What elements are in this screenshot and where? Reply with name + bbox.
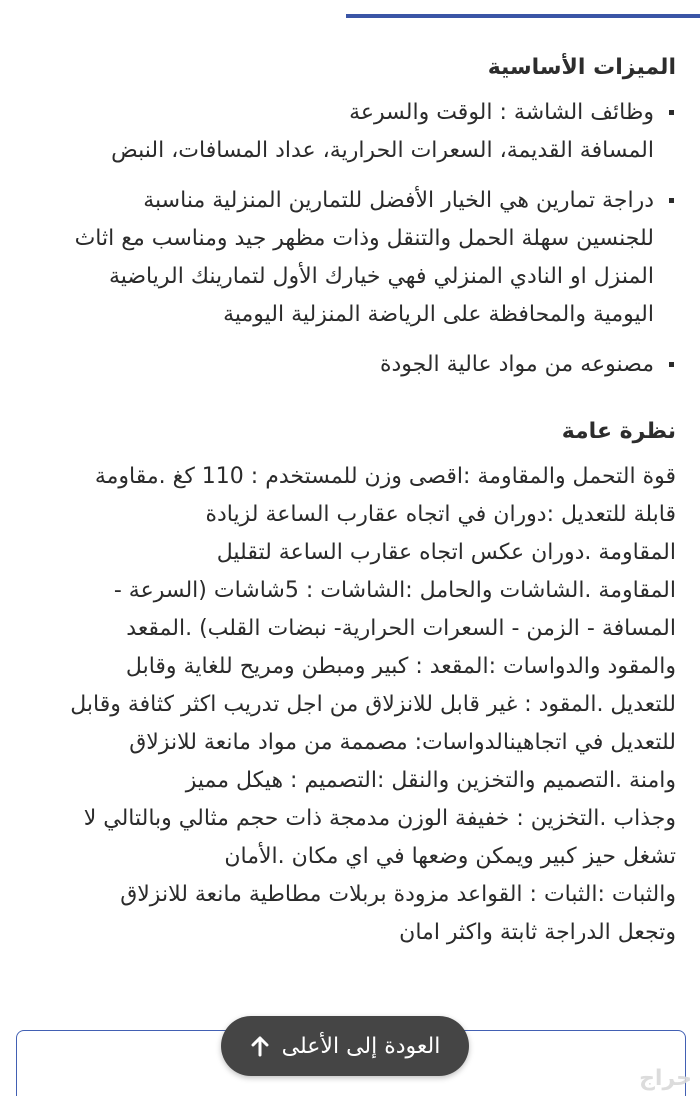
overview-line: المقاومة .دوران عكس اتجاه عقارب الساعة لتقليل (216, 540, 676, 565)
feature-item (16, 94, 676, 170)
feature-line: دراجة تمارين هي الخيار الأفضل للتمارين المنزلية مناسبة (143, 188, 654, 213)
product-description (16, 48, 676, 952)
feature-line: المسافة القديمة، السعرات الحرارية، عداد المسافات، النبض (111, 138, 654, 163)
overview-line: للتعديل .المقود : غير قابل للانزلاق من اجل تدريب اكثر كثافة وقابل (70, 692, 676, 717)
back-to-top-button[interactable] (221, 1016, 469, 1076)
overview-line: قابلة للتعديل :دوران في اتجاه عقارب الساعة لزيادة (205, 502, 676, 527)
overview-line: وامنة .التصميم والتخزين والنقل :التصميم : هيكل مميز (185, 768, 676, 793)
feature-line: وظائف الشاشة : الوقت والسرعة (349, 100, 654, 125)
overview-line: والثبات :الثبات : القواعد مزودة بربلات مطاطية مانعة للانزلاق (120, 882, 676, 907)
overview-line: المقاومة .الشاشات والحامل :الشاشات : 5شاشات (السرعة - (113, 578, 676, 603)
overview-line: تشغل حيز كبير ويمكن وضعها في اي مكان .الأمان (224, 844, 676, 869)
overview-line: قوة التحمل والمقاومة :اقصى وزن للمستخدم : 110 كغ .مقاومة (94, 464, 676, 489)
feature-line: اليومية والمحافظة على الرياضة المنزلية اليومية (223, 302, 654, 327)
arrow-up-icon (250, 1035, 270, 1057)
overview-line: للتعديل في اتجاهينالدواسات: مصممة من مواد مانعة للانزلاق (129, 730, 676, 755)
overview-line: المسافة - الزمن - السعرات الحرارية- نبضات القلب) .المقعد (126, 616, 676, 641)
overview-line: وجذاب .التخزين : خفيفة الوزن مدمجة ذات حجم مثالي وبالتالي لا (83, 806, 676, 831)
overview-line: وتجعل الدراجة ثابتة واكثر امان (399, 920, 676, 945)
feature-line: للجنسين سهلة الحمل والتنقل وذات مظهر جيد ومناسب مع اثاث (74, 226, 654, 251)
overview-line: والمقود والدواسات :المقعد : كبير ومبطن ومريح للغاية وقابل (125, 654, 676, 679)
haraj-watermark: حراج (639, 1066, 692, 1091)
feature-item (16, 346, 676, 384)
features-title: الميزات الأساسية (487, 55, 676, 80)
back-to-top-label: العودة إلى الأعلى (281, 1033, 441, 1059)
features-list (16, 94, 676, 384)
feature-line: مصنوعه من مواد عالية الجودة (379, 352, 654, 377)
overview-title: نظرة عامة (561, 419, 676, 444)
top-accent-bar (346, 14, 700, 18)
feature-line: المنزل او النادي المنزلي فهي خيارك الأول لتمارينك الرياضية (108, 264, 654, 289)
overview-body (16, 458, 676, 952)
feature-item (16, 182, 676, 334)
